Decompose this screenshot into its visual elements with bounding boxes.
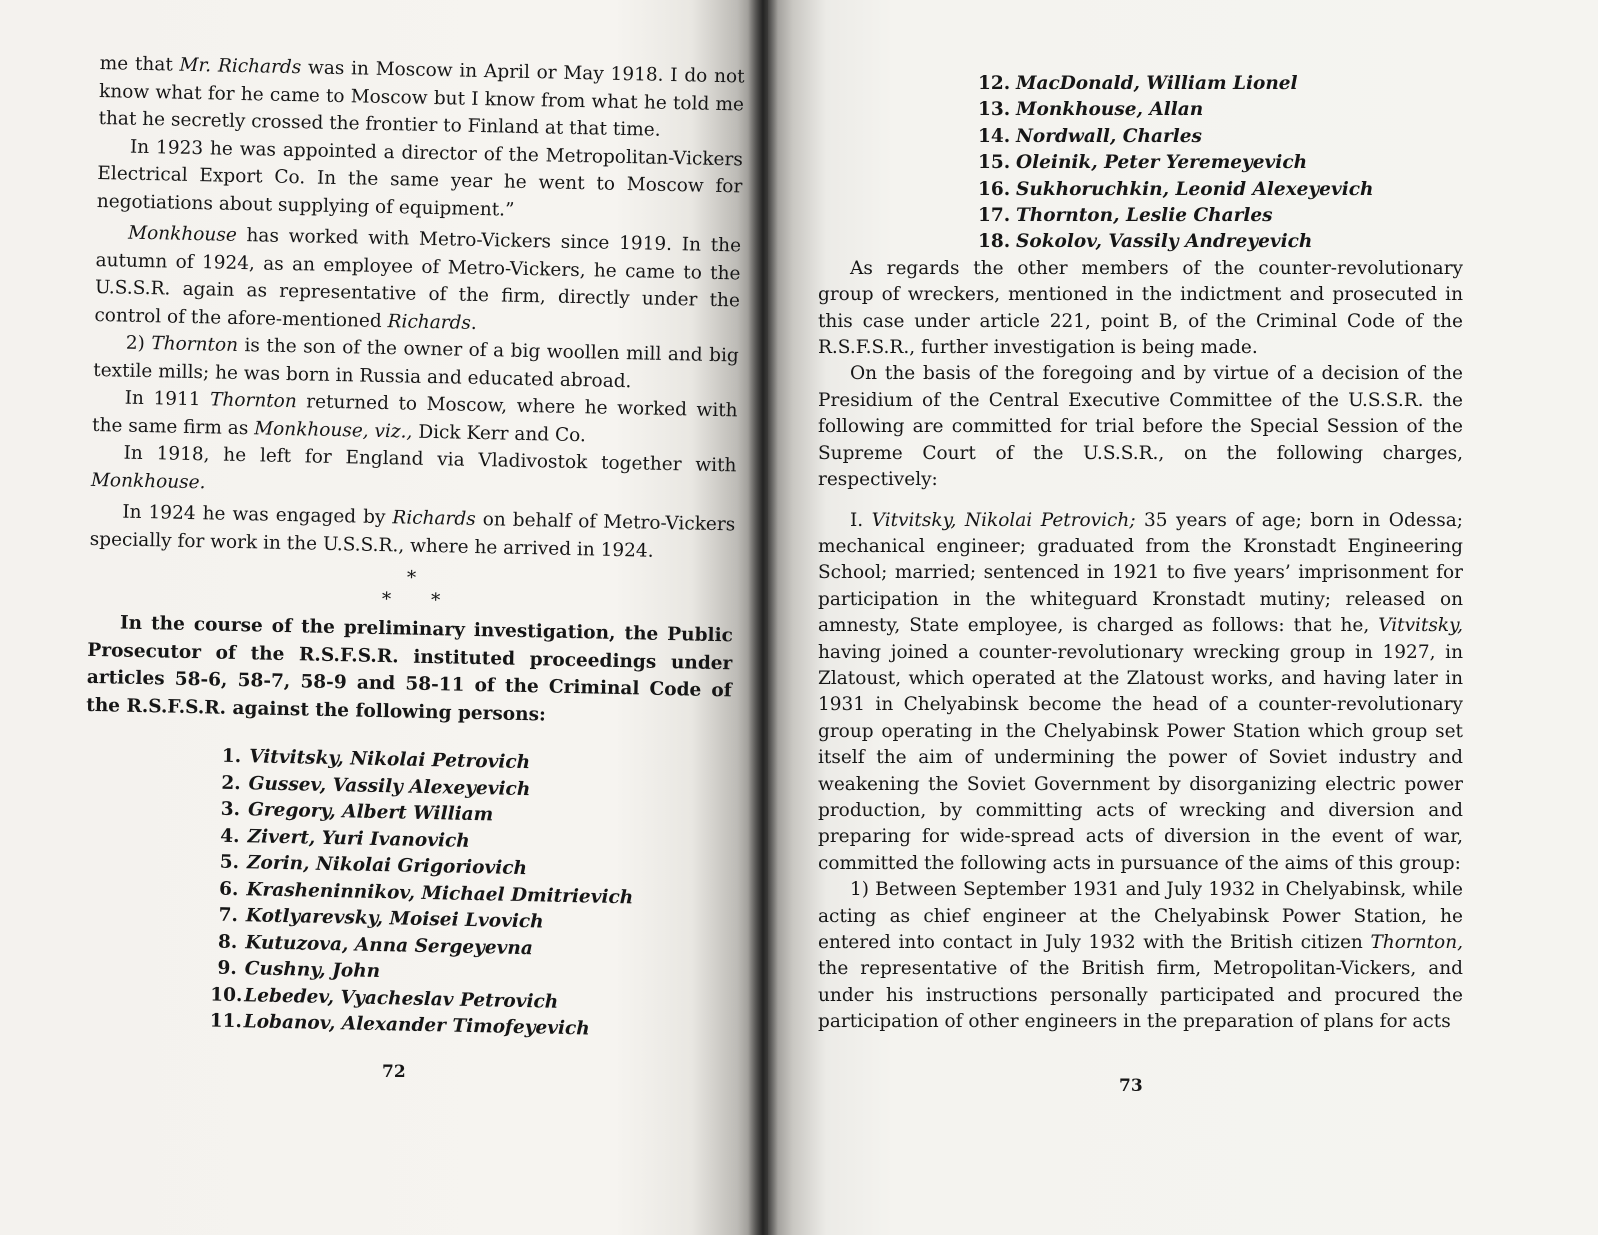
italic-run: Vitvitsky, Nikolai Petrovich;	[871, 509, 1136, 531]
accused-name: Zivert, Yuri Ivanovich	[247, 825, 470, 852]
text-run: 2)	[125, 332, 152, 355]
italic-run: Monkhouse	[127, 222, 237, 246]
list-item-number: 12.	[978, 73, 1011, 94]
accused-name: Gussev, Vassily Alexeyevich	[248, 772, 531, 800]
text-run: is the son of the owner of a big woollen mill and big textile mills; he was born in Russia and educated abroad.	[93, 334, 739, 392]
list-item-number: 6.	[218, 878, 239, 900]
left-page-text	[79, 50, 744, 1046]
accused-list-right	[818, 71, 1463, 256]
accused-name: Cushny, John	[244, 958, 381, 983]
accused-list-item	[978, 124, 1463, 150]
right-paragraph-4	[818, 877, 1463, 1035]
accused-name: Lobanov, Alexander Timofeyevich	[243, 1011, 590, 1040]
accused-list-item	[978, 229, 1463, 255]
right-page-text	[818, 71, 1463, 1036]
page-number-left: 72	[382, 1062, 406, 1082]
accused-list-item	[978, 203, 1463, 229]
left-paragraph-7	[89, 498, 735, 566]
left-paragraph-8: In the course of the preliminary investigation, the Public Prosecutor of the R.S.F.S.R. instituted proceedings under articles 58-6, 58-7, 58-9 and 58-11 of the Criminal Code of the R.S.F.S.R. against the following persons:	[86, 612, 734, 725]
text-run: 35 years of age; born in Odessa; mechanical engineer; graduated from the Kronstadt Engineering School; married; sentenced in 1921 to five years’ imprisonment for participation in the whiteguard Kronstadt mutiny; released on amnesty, State employee, is charged as follows: that he,	[818, 509, 1463, 637]
text-run: Dick Kerr and Co.	[412, 421, 587, 446]
italic-run: Richards	[387, 310, 472, 334]
text-run: has worked with Metro-Vickers since 1919. In the autumn of 1924, as an employee of Metro-Vickers, he came to the U.S.S.R. again as representative of the firm, directly under the control of the afore-mentioned	[94, 224, 742, 332]
text-run: was in Moscow in April or May 1918. I do not know what for he came to Moscow but I know from what he told me that he secretly crossed the frontier to Finland at that time.	[98, 57, 745, 141]
text-run: the representative of the British firm, Metropolitan-Vickers, and under his instructions personally participated and procured the participation of other engineers in the preparation of plans for acts	[818, 958, 1463, 1033]
left-paragraph-3	[94, 219, 741, 342]
accused-name: Monkhouse, Allan	[1016, 99, 1204, 121]
text-run: on behalf of Metro-Vickers specially for work in the U.S.S.R., where he arrived in 1924.	[89, 508, 736, 562]
list-item-number: 10.	[210, 984, 243, 1006]
accused-name: Gregory, Albert William	[247, 799, 494, 826]
accused-list-item	[978, 71, 1463, 97]
accused-list-item	[978, 177, 1463, 203]
accused-name: Zorin, Nikolai Grigoriovich	[246, 852, 528, 880]
text-run: In 1918, he left for England via Vladivostok together with	[123, 442, 737, 477]
accused-list-item	[978, 97, 1463, 123]
accused-name: Kotlyarevsky, Moisei Lvovich	[245, 905, 544, 933]
list-item-number: 9.	[217, 957, 238, 980]
list-item-number: 1.	[221, 745, 242, 768]
left-paragraph-2: In 1923 he was appointed a director of the Metropolitan-Vickers Electrical Export Co. In the same year he went to Moscow for negotiations about supplying of equipment.”	[96, 136, 744, 221]
accused-name: Oleinik, Peter Yeremeyevich	[1016, 152, 1308, 174]
list-item-number: 8.	[217, 931, 238, 953]
list-item-number: 15.	[978, 152, 1011, 174]
italic-run: Mr. Richards	[179, 54, 302, 79]
text-run: returned to Moscow, where he worked with the same firm as	[91, 391, 738, 439]
accused-name: Vitvitsky, Nikolai Petrovich	[249, 746, 531, 774]
stars-row-2: **	[381, 589, 481, 613]
text-run: having joined a counter-revolutionary wrecking group in 1927, in Zlatoust, which operated at the Zlatoust works, and having later in 1931 in Chelyabinsk become the head of a counter-revolutionary group operating in the Chelyabinsk Power Station which group set itself the aim of undermining the power of Soviet industry and weakening the Soviet Government by disorganizing electric power production, by committing acts of wrecking and diversion and preparing for wide-spread acts of diversion in the event of war, committed the following acts in pursuance of the aims of this group:	[818, 641, 1463, 874]
text-run: I.	[850, 509, 872, 531]
italic-run: Thornton	[209, 389, 297, 413]
left-paragraph-1	[98, 50, 745, 146]
stars-row-1: *	[406, 567, 417, 589]
list-item-number: 3.	[220, 798, 241, 821]
right-paragraph-2: On the basis of the foregoing and by virtue of a decision of the Presidium of the Central Executive Committee of the U.S.S.R. the following are committed for trial before the Special Session of the Supreme Court of the U.S.S.R., on the following charges, respectively:	[818, 363, 1463, 491]
italic-run: Monkhouse, viz.,	[253, 417, 413, 443]
accused-name: Lebedev, Vyacheslav Petrovich	[244, 984, 559, 1013]
text-run: me that	[99, 52, 180, 76]
accused-name: Nordwall, Charles	[1016, 125, 1202, 147]
text-run: 1) Between September 1931 and July 1932 in Chelyabinsk, while acting as chief engineer at the Chelyabinsk Power Station, he entered into contact in July 1932 with the British citizen	[818, 879, 1463, 953]
accused-name: MacDonald, William Lionel	[1016, 73, 1298, 94]
right-page	[768, 0, 1598, 1235]
italic-run: Monkhouse.	[90, 469, 206, 493]
italic-run: Thornton	[151, 333, 239, 356]
accused-list-left	[79, 741, 730, 1046]
list-item-number: 13.	[978, 99, 1011, 121]
page-number-right: 73	[1119, 1076, 1143, 1096]
list-item-number: 18.	[978, 231, 1011, 253]
accused-name: Krasheninnikov, Michael Dmitrievich	[246, 878, 634, 908]
italic-run: Thornton,	[1370, 932, 1463, 953]
italic-run: Vitvitsky,	[1378, 615, 1463, 637]
text-run: In 1924 he was engaged by	[122, 501, 393, 529]
accused-list-item	[978, 150, 1463, 176]
list-item-number: 17.	[978, 205, 1011, 227]
accused-name: Thornton, Leslie Charles	[1016, 205, 1273, 227]
left-page	[0, 0, 768, 1235]
text-run: .	[470, 312, 478, 334]
right-paragraph-3	[818, 508, 1463, 878]
accused-name: Sukhoruchkin, Leonid Alexeyevich	[1016, 178, 1374, 200]
section-divider-stars	[88, 561, 734, 618]
list-item-number: 7.	[218, 904, 239, 927]
list-item-number: 2.	[221, 772, 241, 794]
italic-run: Richards	[392, 507, 476, 530]
accused-name: Kutuzova, Anna Sergeyevna	[245, 931, 534, 959]
accused-name: Sokolov, Vassily Andreyevich	[1016, 231, 1313, 253]
list-item-number: 14.	[978, 125, 1011, 147]
text-run: In 1911	[124, 387, 211, 411]
list-item-number: 11.	[209, 1010, 243, 1033]
list-item-number: 16.	[978, 178, 1011, 200]
right-paragraph-1: As regards the other members of the counter-revolutionary group of wreckers, mentioned in the indictment and prosecuted in this case under article 221, point B, of the Criminal Code of the R.S.F.S.R., further investigation is being made.	[818, 257, 1463, 359]
list-item-number: 5.	[219, 851, 240, 874]
list-item-number: 4.	[220, 825, 240, 847]
